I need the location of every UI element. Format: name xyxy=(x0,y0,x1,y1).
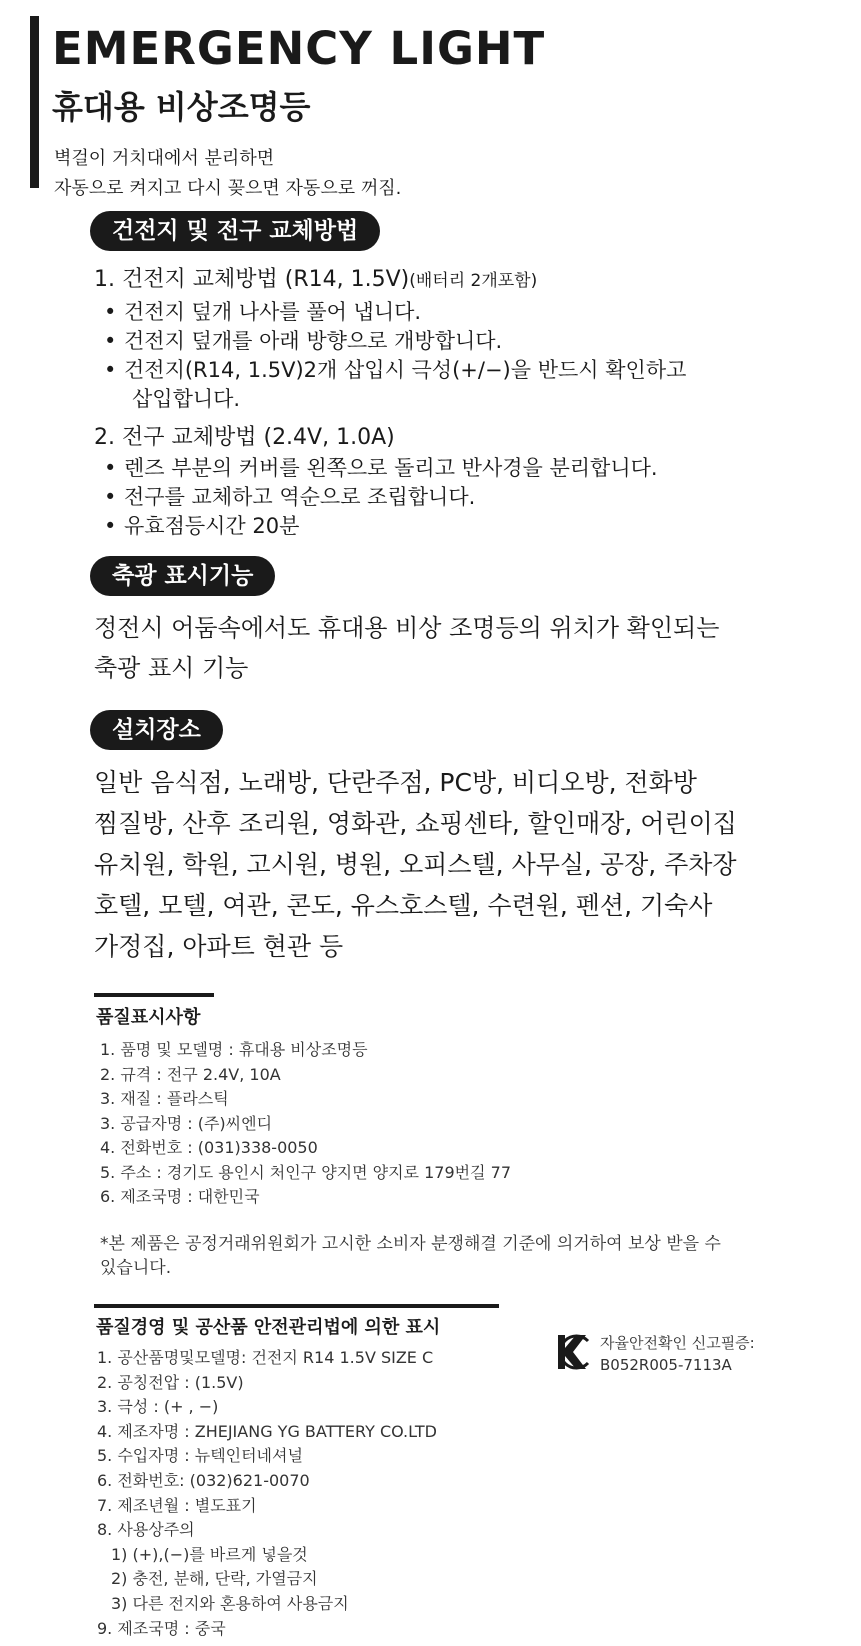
notice-line: *본 제품은 공정거래위원회가 고시한 소비자 분쟁해결 기준에 의거하여 보상 받을 수 xyxy=(100,1234,721,1254)
install-line: 일반 음식점, 노래방, 단란주점, PC방, 비디오방, 전화방 xyxy=(94,768,697,797)
install-line: 유치원, 학원, 고시원, 병원, 오피스텔, 사무실, 공장, 주차장 xyxy=(94,850,737,879)
list-item: 7. 제조년월 : 별도표기 xyxy=(97,1495,257,1515)
luminous-description xyxy=(94,608,719,688)
bullet-icon: • xyxy=(104,329,117,353)
caution-item: 3) 다른 전지와 혼용하여 사용금지 xyxy=(111,1593,349,1613)
kc-line: B052R005-7113A xyxy=(600,1356,732,1374)
list-item: 8. 사용상주의 xyxy=(97,1520,195,1540)
list-item: 9. 제조국명 : 중국 xyxy=(97,1618,226,1638)
bullet-icon: • xyxy=(104,300,117,324)
step1-battery-note: (배터리 2개포함) xyxy=(409,271,538,291)
quality-title-rule xyxy=(94,993,214,997)
kc-line: 자율안전확인 신고필증: xyxy=(600,1334,755,1352)
list-item: 6. 전화번호: (032)621-0070 xyxy=(97,1470,310,1490)
list-item: 3. 공급자명 : (주)씨엔디 xyxy=(100,1113,273,1133)
list-item: 2. 규격 : 전구 2.4V, 10A xyxy=(100,1064,281,1084)
header-description-line: 벽걸이 거치대에서 분리하면 xyxy=(54,148,275,169)
bullet-icon: • xyxy=(104,485,117,509)
bullet-icon: • xyxy=(104,514,117,538)
list-item: 4. 제조자명 : ZHEJIANG YG BATTERY CO.LTD xyxy=(97,1421,437,1441)
install-line: 찜질방, 산후 조리원, 영화관, 쇼핑센타, 할인매장, 어린이집 xyxy=(94,809,737,838)
safety-info-list xyxy=(97,1346,437,1641)
list-item: 5. 주소 : 경기도 용인시 처인구 양지면 양지로 179번길 77 xyxy=(100,1162,511,1182)
step1-title-text: 1. 건전지 교체방법 (R14, 1.5V) xyxy=(94,267,410,292)
list-item-continuation: 삽입합니다. xyxy=(132,387,241,411)
list-item: 4. 전화번호 : (031)338-0050 xyxy=(100,1138,318,1157)
install-places xyxy=(94,762,737,967)
quality-info-list xyxy=(100,1038,511,1210)
product-title-korean: 휴대용 비상조명등 xyxy=(52,88,311,126)
list-item: 3. 극성 : (+ , −) xyxy=(97,1397,219,1417)
install-line: 가정집, 아파트 현관 등 xyxy=(94,932,344,961)
luminous-line: 정전시 어둠속에서도 휴대용 비상 조명등의 위치가 확인되는 xyxy=(94,614,720,642)
caution-item: 2) 충전, 분해, 단락, 가열금지 xyxy=(111,1569,318,1589)
kc-certification-text xyxy=(600,1332,755,1376)
list-item: • 렌즈 부분의 커버를 왼쪽으로 돌리고 반사경을 분리합니다. xyxy=(104,454,658,483)
header-description-line: 자동으로 켜지고 다시 꽂으면 자동으로 꺼짐. xyxy=(54,178,402,199)
kc-certification-icon xyxy=(555,1332,591,1372)
bullet-icon: • xyxy=(104,456,117,480)
step2-bullet-list xyxy=(104,454,658,541)
header-description xyxy=(54,144,401,204)
safety-title-rule xyxy=(94,1304,499,1308)
list-item: 1. 품명 및 모델명 : 휴대용 비상조명등 xyxy=(100,1040,368,1059)
caution-item: 1) (+),(−)를 바르게 넣을것 xyxy=(111,1544,308,1564)
list-item: • 전구를 교체하고 역순으로 조립합니다. xyxy=(104,483,658,512)
list-item: 6. 제조국명 : 대한민국 xyxy=(100,1187,260,1206)
section-heading-replacement: 건전지 및 전구 교체방법 xyxy=(90,211,380,251)
list-item: • 건전지 덮개 나사를 풀어 냅니다. xyxy=(104,298,686,327)
install-line: 호텔, 모텔, 여관, 콘도, 유스호스텔, 수련원, 펜션, 기숙사 xyxy=(94,891,713,920)
header xyxy=(30,16,820,199)
list-item: 3. 재질 : 플라스틱 xyxy=(100,1089,229,1108)
list-item: • 유효점등시간 20분 xyxy=(104,512,658,541)
step1-title xyxy=(94,262,537,293)
list-item: 5. 수입자명 : 뉴텍인터네셔널 xyxy=(97,1446,303,1466)
notice-line: 있습니다. xyxy=(100,1258,172,1278)
bullet-icon: • xyxy=(104,358,117,382)
section-heading-install: 설치장소 xyxy=(90,710,223,750)
compensation-notice xyxy=(100,1232,721,1280)
safety-title: 품질경영 및 공산품 안전관리법에 의한 표시 xyxy=(96,1317,441,1338)
section-heading-luminous: 축광 표시기능 xyxy=(90,556,275,596)
list-item: • 건전지 덮개를 아래 방향으로 개방합니다. xyxy=(104,327,686,356)
list-item: 1. 공산품명및모델명: 건전지 R14 1.5V SIZE C xyxy=(97,1348,434,1367)
list-item: 2. 공칭전압 : (1.5V) xyxy=(97,1372,244,1392)
step1-bullet-list xyxy=(104,298,686,414)
luminous-line: 축광 표시 기능 xyxy=(94,654,249,682)
list-item: • 건전지(R14, 1.5V)2개 삽입시 극성(+/−)을 반드시 확인하고 xyxy=(104,356,686,385)
header-accent-bar xyxy=(30,16,39,188)
step2-title: 2. 전구 교체방법 (2.4V, 1.0A) xyxy=(94,425,395,450)
quality-title: 품질표시사항 xyxy=(96,1007,201,1028)
product-title-english: EMERGENCY LIGHT xyxy=(52,22,546,75)
